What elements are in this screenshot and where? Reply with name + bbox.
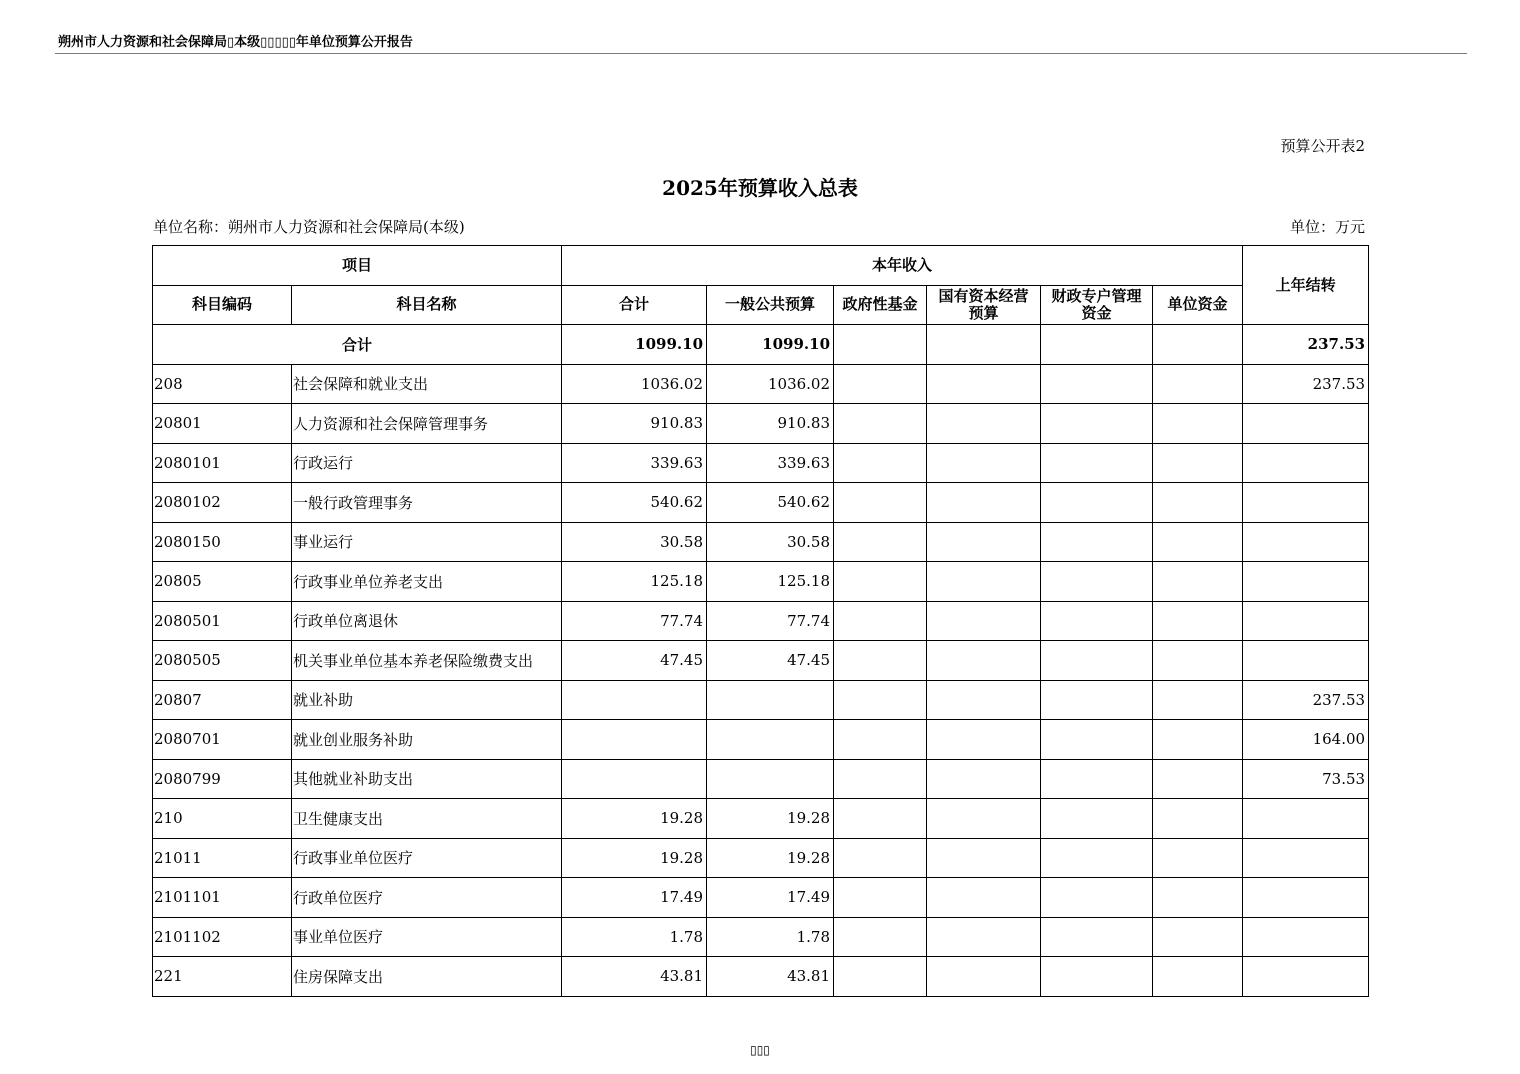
- cell-subject-code: 2080701: [153, 720, 292, 760]
- page-number: ▯▯▯: [750, 1043, 770, 1057]
- cell-gov-fund: [834, 404, 927, 444]
- cell-general-budget: 43.81: [707, 957, 834, 997]
- cell-general-budget: 77.74: [707, 601, 834, 641]
- cell-unit-fund: [1153, 680, 1243, 720]
- cell-soe-capital: [927, 799, 1041, 839]
- cell-subject-code: 210: [153, 799, 292, 839]
- cell-subject-name: 人力资源和社会保障管理事务: [292, 404, 562, 444]
- header-prev-carryover: 上年结转: [1243, 246, 1369, 325]
- cell-unit-fund: [1153, 878, 1243, 918]
- cell-unit-fund: [1153, 562, 1243, 602]
- cell-subject-code: 2101102: [153, 917, 292, 957]
- cell-prev-carryover: [1243, 917, 1369, 957]
- total-prev-carryover: 237.53: [1243, 325, 1369, 365]
- cell-subject-name: 行政事业单位医疗: [292, 838, 562, 878]
- budget-income-table: [152, 245, 1369, 997]
- cell-unit-fund: [1153, 601, 1243, 641]
- cell-gov-fund: [834, 917, 927, 957]
- header-soe-capital-line2: 预算: [968, 303, 999, 322]
- cell-soe-capital: [927, 957, 1041, 997]
- cell-subject-name: 行政单位离退休: [292, 601, 562, 641]
- page-title: 2025年预算收入总表: [662, 176, 858, 200]
- cell-subject-code: 2080150: [153, 522, 292, 562]
- cell-fiscal-account: [1041, 957, 1153, 997]
- running-header: 朔州市人力资源和社会保障局▯本级▯▯▯▯▯年单位预算公开报告: [58, 35, 413, 50]
- cell-unit-fund: [1153, 759, 1243, 799]
- cell-unit-fund: [1153, 957, 1243, 997]
- table-row: [153, 680, 1369, 720]
- header-fiscal-account: [1041, 285, 1153, 325]
- cell-total: 17.49: [562, 878, 707, 918]
- cell-unit-fund: [1153, 799, 1243, 839]
- cell-unit-fund: [1153, 838, 1243, 878]
- cell-fiscal-account: [1041, 838, 1153, 878]
- cell-subject-code: 2080799: [153, 759, 292, 799]
- cell-gov-fund: [834, 443, 927, 483]
- header-general-budget: 一般公共预算: [707, 285, 834, 325]
- cell-prev-carryover: 164.00: [1243, 720, 1369, 760]
- cell-subject-code: 2101101: [153, 878, 292, 918]
- cell-fiscal-account: [1041, 878, 1153, 918]
- cell-subject-name: 行政单位医疗: [292, 878, 562, 918]
- table-row: [153, 443, 1369, 483]
- table-row: [153, 878, 1369, 918]
- cell-prev-carryover: [1243, 641, 1369, 681]
- cell-fiscal-account: [1041, 483, 1153, 523]
- cell-total: 47.45: [562, 641, 707, 681]
- cell-subject-name: 事业单位医疗: [292, 917, 562, 957]
- cell-subject-code: 2080505: [153, 641, 292, 681]
- cell-soe-capital: [927, 641, 1041, 681]
- cell-subject-name: 就业补助: [292, 680, 562, 720]
- cell-gov-fund: [834, 720, 927, 760]
- cell-prev-carryover: 237.53: [1243, 680, 1369, 720]
- cell-subject-code: 20801: [153, 404, 292, 444]
- cell-gov-fund: [834, 838, 927, 878]
- cell-unit-fund: [1153, 443, 1243, 483]
- cell-subject-name: 行政事业单位养老支出: [292, 562, 562, 602]
- cell-fiscal-account: [1041, 404, 1153, 444]
- cell-general-budget: 19.28: [707, 799, 834, 839]
- header-soe-capital-line1: 国有资本经营: [938, 286, 1029, 305]
- cell-prev-carryover: [1243, 878, 1369, 918]
- cell-fiscal-account: [1041, 601, 1153, 641]
- table-row: [153, 720, 1369, 760]
- cell-general-budget: [707, 680, 834, 720]
- cell-total: 1.78: [562, 917, 707, 957]
- cell-gov-fund: [834, 601, 927, 641]
- cell-prev-carryover: [1243, 957, 1369, 997]
- header-fiscal-account-line2: 资金: [1081, 303, 1112, 322]
- cell-gov-fund: [834, 641, 927, 681]
- cell-general-budget: 1.78: [707, 917, 834, 957]
- cell-total: 77.74: [562, 601, 707, 641]
- header-item-group: 项目: [153, 246, 562, 286]
- cell-unit-fund: [1153, 364, 1243, 404]
- table-row: [153, 522, 1369, 562]
- cell-general-budget: 125.18: [707, 562, 834, 602]
- cell-prev-carryover: [1243, 601, 1369, 641]
- cell-general-budget: 339.63: [707, 443, 834, 483]
- table-row: [153, 759, 1369, 799]
- cell-gov-fund: [834, 878, 927, 918]
- cell-gov-fund: [834, 522, 927, 562]
- cell-soe-capital: [927, 443, 1041, 483]
- table-row: [153, 917, 1369, 957]
- table-row: [153, 562, 1369, 602]
- total-fiscal-account: [1041, 325, 1153, 365]
- cell-subject-name: 社会保障和就业支出: [292, 364, 562, 404]
- cell-total: 1036.02: [562, 364, 707, 404]
- cell-soe-capital: [927, 759, 1041, 799]
- cell-fiscal-account: [1041, 680, 1153, 720]
- cell-unit-fund: [1153, 483, 1243, 523]
- cell-total: 43.81: [562, 957, 707, 997]
- table-row: [153, 483, 1369, 523]
- total-row: [153, 325, 1369, 365]
- cell-fiscal-account: [1041, 720, 1153, 760]
- total-amount: 1099.10: [562, 325, 707, 365]
- cell-fiscal-account: [1041, 917, 1153, 957]
- header-gov-fund: 政府性基金: [834, 285, 927, 325]
- cell-prev-carryover: [1243, 562, 1369, 602]
- cell-unit-fund: [1153, 720, 1243, 760]
- header-divider: [55, 53, 1467, 54]
- cell-prev-carryover: [1243, 838, 1369, 878]
- header-current-income-group: 本年收入: [562, 246, 1243, 286]
- cell-fiscal-account: [1041, 364, 1153, 404]
- cell-general-budget: 47.45: [707, 641, 834, 681]
- cell-gov-fund: [834, 799, 927, 839]
- cell-fiscal-account: [1041, 641, 1153, 681]
- header-fiscal-account-line1: 财政专户管理: [1051, 286, 1142, 305]
- cell-soe-capital: [927, 838, 1041, 878]
- cell-subject-name: 行政运行: [292, 443, 562, 483]
- cell-fiscal-account: [1041, 522, 1153, 562]
- cell-total: [562, 759, 707, 799]
- cell-prev-carryover: [1243, 799, 1369, 839]
- cell-general-budget: 30.58: [707, 522, 834, 562]
- cell-general-budget: 1036.02: [707, 364, 834, 404]
- cell-unit-fund: [1153, 917, 1243, 957]
- cell-fiscal-account: [1041, 799, 1153, 839]
- cell-general-budget: [707, 759, 834, 799]
- cell-prev-carryover: 73.53: [1243, 759, 1369, 799]
- cell-general-budget: 19.28: [707, 838, 834, 878]
- cell-total: 125.18: [562, 562, 707, 602]
- cell-prev-carryover: [1243, 404, 1369, 444]
- cell-prev-carryover: [1243, 522, 1369, 562]
- cell-subject-code: 208: [153, 364, 292, 404]
- cell-prev-carryover: [1243, 443, 1369, 483]
- cell-general-budget: [707, 720, 834, 760]
- table-row: [153, 641, 1369, 681]
- cell-total: 19.28: [562, 838, 707, 878]
- total-soe-capital: [927, 325, 1041, 365]
- cell-subject-code: 2080501: [153, 601, 292, 641]
- cell-subject-code: 221: [153, 957, 292, 997]
- cell-prev-carryover: 237.53: [1243, 364, 1369, 404]
- form-number: 预算公开表2: [1280, 137, 1365, 155]
- cell-prev-carryover: [1243, 483, 1369, 523]
- table-row: [153, 838, 1369, 878]
- unit-name: 单位名称：朔州市人力资源和社会保障局(本级): [153, 218, 465, 236]
- cell-soe-capital: [927, 562, 1041, 602]
- cell-total: 19.28: [562, 799, 707, 839]
- cell-soe-capital: [927, 404, 1041, 444]
- cell-gov-fund: [834, 483, 927, 523]
- header-unit-fund: 单位资金: [1153, 285, 1243, 325]
- table-row: [153, 364, 1369, 404]
- cell-fiscal-account: [1041, 759, 1153, 799]
- header-subject-code: 科目编码: [153, 285, 292, 325]
- total-label: 合计: [153, 325, 562, 365]
- unit-measure: 单位：万元: [1289, 218, 1365, 236]
- cell-subject-name: 机关事业单位基本养老保险缴费支出: [292, 641, 562, 681]
- cell-subject-name: 住房保障支出: [292, 957, 562, 997]
- cell-total: 30.58: [562, 522, 707, 562]
- cell-general-budget: 17.49: [707, 878, 834, 918]
- cell-unit-fund: [1153, 641, 1243, 681]
- cell-subject-name: 其他就业补助支出: [292, 759, 562, 799]
- cell-total: 339.63: [562, 443, 707, 483]
- cell-total: [562, 680, 707, 720]
- cell-total: 540.62: [562, 483, 707, 523]
- cell-soe-capital: [927, 601, 1041, 641]
- cell-gov-fund: [834, 957, 927, 997]
- cell-soe-capital: [927, 522, 1041, 562]
- total-gov-fund: [834, 325, 927, 365]
- table-row: [153, 957, 1369, 997]
- header-soe-capital: [927, 285, 1041, 325]
- cell-unit-fund: [1153, 522, 1243, 562]
- cell-general-budget: 910.83: [707, 404, 834, 444]
- table-row: [153, 404, 1369, 444]
- cell-subject-code: 2080102: [153, 483, 292, 523]
- cell-soe-capital: [927, 364, 1041, 404]
- header-total: 合计: [562, 285, 707, 325]
- cell-subject-name: 就业创业服务补助: [292, 720, 562, 760]
- cell-soe-capital: [927, 680, 1041, 720]
- cell-subject-code: 2080101: [153, 443, 292, 483]
- cell-fiscal-account: [1041, 562, 1153, 602]
- cell-subject-code: 20807: [153, 680, 292, 720]
- table-row: [153, 601, 1369, 641]
- cell-gov-fund: [834, 562, 927, 602]
- cell-soe-capital: [927, 720, 1041, 760]
- cell-unit-fund: [1153, 404, 1243, 444]
- cell-gov-fund: [834, 680, 927, 720]
- cell-subject-name: 一般行政管理事务: [292, 483, 562, 523]
- cell-subject-code: 20805: [153, 562, 292, 602]
- cell-total: 910.83: [562, 404, 707, 444]
- cell-subject-name: 事业运行: [292, 522, 562, 562]
- header-subject-name: 科目名称: [292, 285, 562, 325]
- cell-subject-name: 卫生健康支出: [292, 799, 562, 839]
- table-row: [153, 799, 1369, 839]
- cell-soe-capital: [927, 878, 1041, 918]
- cell-gov-fund: [834, 364, 927, 404]
- cell-fiscal-account: [1041, 443, 1153, 483]
- total-general-budget: 1099.10: [707, 325, 834, 365]
- cell-soe-capital: [927, 917, 1041, 957]
- total-unit-fund: [1153, 325, 1243, 365]
- cell-general-budget: 540.62: [707, 483, 834, 523]
- cell-subject-code: 21011: [153, 838, 292, 878]
- cell-gov-fund: [834, 759, 927, 799]
- cell-soe-capital: [927, 483, 1041, 523]
- cell-total: [562, 720, 707, 760]
